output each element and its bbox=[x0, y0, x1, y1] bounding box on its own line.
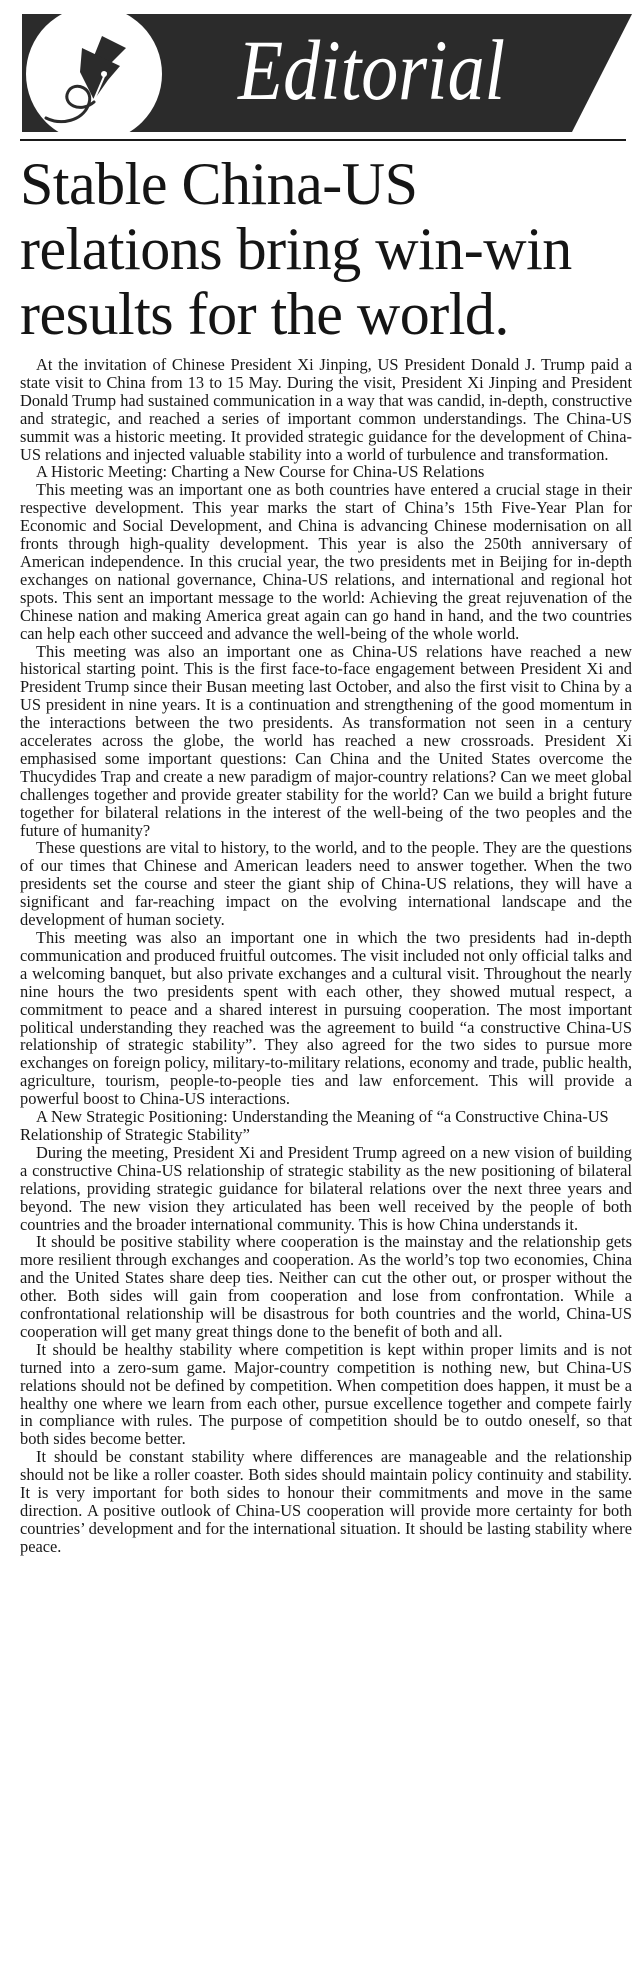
article-paragraph: These questions are vital to history, to the world, and to the people. They are the questions of our times that Chinese and American leaders need to answer together. When the two presidents set the course and steer the giant ship of China-US relations, they will have a significant and far-reaching impact on the evolving international landscape and the development of human society. bbox=[20, 838, 632, 930]
editorial-banner bbox=[22, 14, 632, 132]
article-paragraph: During the meeting, President Xi and President Trump agreed on a new vision of building a constructive China-US relationship of strategic stability as the new positioning of bilateral relations, providing strategic guidance for bilateral relations over the next three years and beyond. The new vision they articulated has been well received by the people of both countries and the broader international community. This is how China understands it. bbox=[20, 1142, 632, 1234]
article-paragraph: This meeting was also an important one as China-US relations have reached a new historical starting point. This is the first face-to-face engagement between President Xi and President Trump since their Busan meeting last October, and also the first visit to China by a US president in nine years. It is a continuation and strengthening of the good momentum in the interactions between the two presidents. As transformation not seen in a century accelerates across the globe, the world has reached a new crossroads. President Xi emphasised some important questions: Can China and the United States overcome the Thucydides Trap and create a new paradigm of major-country relations? Can we meet global challenges together and provide greater stability for the world? Can we build a bright future together for bilateral relations in the interest of the well-being of the two peoples and the future of humanity? bbox=[20, 641, 632, 840]
header-divider bbox=[20, 139, 626, 141]
article-paragraph: This meeting was also an important one in which the two presidents had in-depth communication and produced fruitful outcomes. The visit included not only official talks and a welcoming banquet, but also private exchanges and a cultural visit. Throughout the nearly nine hours the two presidents spent with each other, they showed mutual respect, a commitment to peace and a shared interest in pursuing cooperation. The most important political understanding they reached was the agreement to build “a constructive China-US relationship of strategic stability”. They also agreed for the two sides to pursue more exchanges on foreign policy, military-to-military relations, economy and trade, public health, agriculture, tourism, people-to-people ties and law enforcement. This will provide a powerful boost to China-US interactions. bbox=[20, 928, 632, 1109]
article-subheading: A New Strategic Positioning: Understanding the Meaning of “a Constructive China-US Relationship of Strategic Stability” bbox=[20, 1107, 609, 1144]
article-paragraph: It should be healthy stability where competition is kept within proper limits and is not turned into a zero-sum game. Major-country competition is nothing new, but China-US relations should not be defined by competition. When competition does happen, it must be a healthy one where we learn from each other, pursue excellence together and compete fairly in compliance with rules. The purpose of competition should be to outdo oneself, so that both sides become better. bbox=[20, 1339, 632, 1449]
article-paragraph: At the invitation of Chinese President Xi Jinping, US President Donald J. Trump paid a state visit to China from 13 to 15 May. During the visit, President Xi Jinping and President Donald Trump had sustained communication in a way that was candid, in-depth, constructive and strategic, and reached a series of important common understandings. The China-US summit was a historic meeting. It provided strategic guidance for the development of China-US relations and injected valuable stability into a world of turbulence and transformation. bbox=[20, 355, 632, 464]
article-paragraph: This meeting was an important one as both countries have entered a crucial stage in their respective development. This year marks the start of China’s 15th Five-Year Plan for Economic and Social Development, and China is advancing Chinese modernisation on all fronts through high-quality development. This year is also the 250th anniversary of American independence. In this crucial year, the two presidents met in Beijing for in-depth exchanges on national governance, China-US relations, and international and regional hot spots. This sent an important message to the world: Achieving the great rejuvenation of the Chinese nation and making America great again can go hand in hand, and the two countries can help each other succeed and advance the well-being of the whole world. bbox=[20, 480, 632, 643]
article-paragraph: It should be positive stability where cooperation is the mainstay and the relationship gets more resilient through exchanges and cooperation. As the world’s top two economies, China and the United States share deep ties. Neither can cut the other out, or prosper without the other. Both sides will gain from cooperation and lose from confrontation. While a confrontational relationship will be disastrous for both countries and the world, China-US cooperation will get many great things done to the benefit of both and all. bbox=[20, 1232, 632, 1341]
article-paragraph: It should be constant stability where differences are manageable and the relationship should not be like a roller coaster. Both sides should maintain policy continuity and stability. It is very important for both sides to honour their commitments and move in the same direction. A positive outlook of China-US cooperation will provide more certainty for both countries’ development and for the international situation. It should be lasting stability where peace. bbox=[20, 1447, 632, 1556]
article-body bbox=[20, 356, 632, 1556]
headline: Stable China-US relations bring win-win results for the world. bbox=[20, 151, 572, 347]
article-subheading: A Historic Meeting: Charting a New Course for China-US Relations bbox=[36, 462, 485, 482]
banner-title: Editorial bbox=[238, 22, 506, 118]
